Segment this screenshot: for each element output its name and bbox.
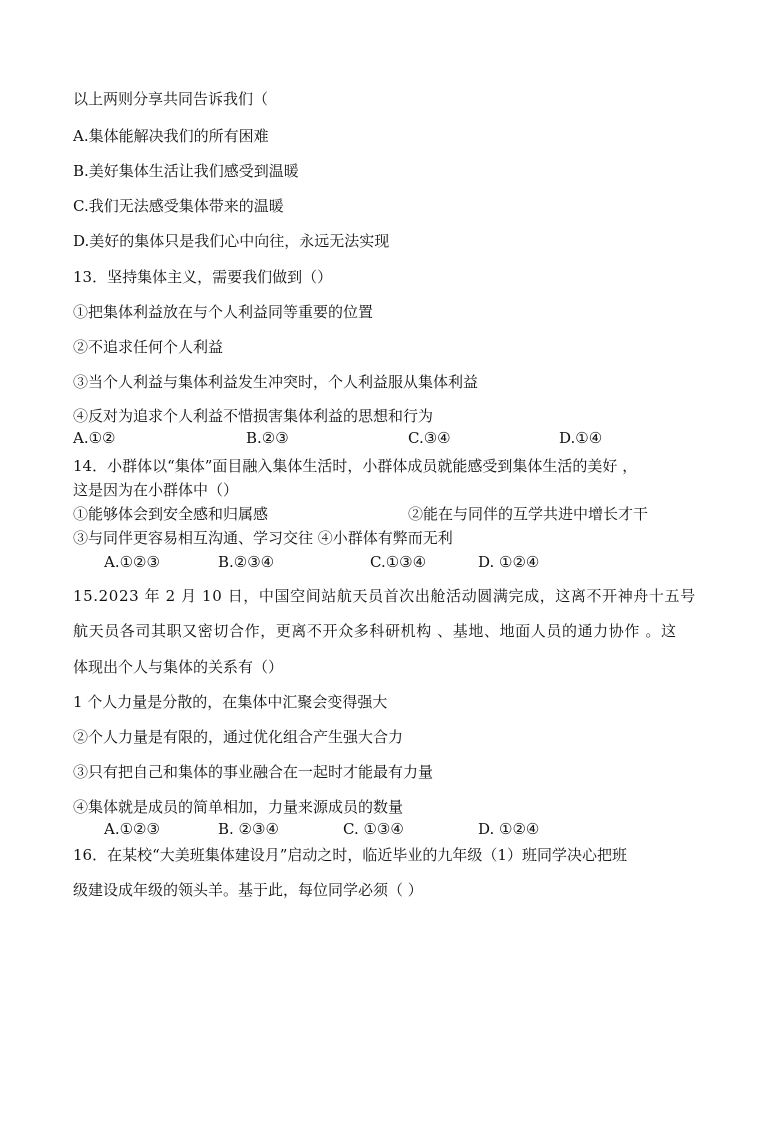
q15-choice-d: D. ①②④ <box>478 820 540 838</box>
q14-item-2: ②能在与同伴的互学共进中增长才干 <box>408 505 649 523</box>
q13-item-1: ①把集体利益放在与个人利益同等重要的位置 <box>73 303 374 321</box>
q15-item-3: ③只有把自己和集体的事业融合在一起时才能最有力量 <box>73 763 434 781</box>
q15-item-4: ④集体就是成员的简单相加，力量来源成员的数量 <box>73 798 404 816</box>
q12-option-c: C.我们无法感受集体带来的温暖 <box>73 197 284 215</box>
q15-stem-line-1: 15.2023 年 2 月 10 日，中国空间站航天员首次出舱活动圆满完成，这离不开神舟十五号 <box>73 587 696 605</box>
q15-choice-c: C. ①③④ <box>343 820 404 838</box>
q13-item-2: ②不追求任何个人利益 <box>73 338 224 356</box>
q15-stem-line-2: 航天员各司其职又密切合作，更离不开众多科研机构 、基地、地面人员的通力协作 。这 <box>73 622 677 640</box>
q12-option-b: B.美好集体生活让我们感受到温暖 <box>73 162 299 180</box>
q14-stem-line-1: 14．小群体以“集体”面目融入集体生活时，小群体成员就能感受到集体生活的美好 ， <box>73 457 638 475</box>
q12-option-a: A.集体能解决我们的所有困难 <box>73 127 269 145</box>
q14-choice-d: D. ①②④ <box>478 553 540 571</box>
q13-stem: 13．坚持集体主义，需要我们做到（） <box>73 268 333 286</box>
q14-choice-c: C.①③④ <box>370 553 427 571</box>
q15-choice-b: B. ②③④ <box>218 820 279 838</box>
q15-stem-line-3: 体现出个人与集体的关系有（） <box>73 658 284 676</box>
q14-choice-b: B.②③④ <box>218 553 275 571</box>
q14-choice-a: A.①②③ <box>104 553 160 571</box>
q14-stem-line-2: 这是因为在小群体中（） <box>73 481 239 499</box>
q16-stem-line-2: 级建设成年级的领头羊。基于此，每位同学必须（ ） <box>73 881 423 899</box>
q15-item-1: 1 个人力量是分散的，在集体中汇聚会变得强大 <box>73 693 388 711</box>
q13-choice-a: A.①② <box>73 429 116 447</box>
q14-item-1: ①能够体会到安全感和归属感 <box>73 505 269 523</box>
q13-choice-d: D.①④ <box>559 429 603 447</box>
q15-item-2: ②个人力量是有限的，通过优化组合产生强大合力 <box>73 728 404 746</box>
q12-stem: 以上两则分享共同告诉我们（ <box>73 90 269 108</box>
q14-items-row-2: ③与同伴更容易相互沟通、学习交往 ④小群体有弊而无利 <box>73 529 453 547</box>
q16-stem-line-1: 16．在某校“大美班集体建设月”启动之时，临近毕业的九年级（1）班同学决心把班 <box>73 846 627 864</box>
q13-item-3: ③当个人利益与集体利益发生冲突时，个人利益服从集体利益 <box>73 373 479 391</box>
q13-choice-b: B.②③ <box>246 429 289 447</box>
q15-choice-a: A.①②③ <box>104 820 160 838</box>
q13-item-4: ④反对为追求个人利益不惜损害集体利益的思想和行为 <box>73 407 434 425</box>
q13-choice-c: C.③④ <box>408 429 451 447</box>
q12-option-d: D.美好的集体只是我们心中向往，永远无法实现 <box>73 232 390 250</box>
